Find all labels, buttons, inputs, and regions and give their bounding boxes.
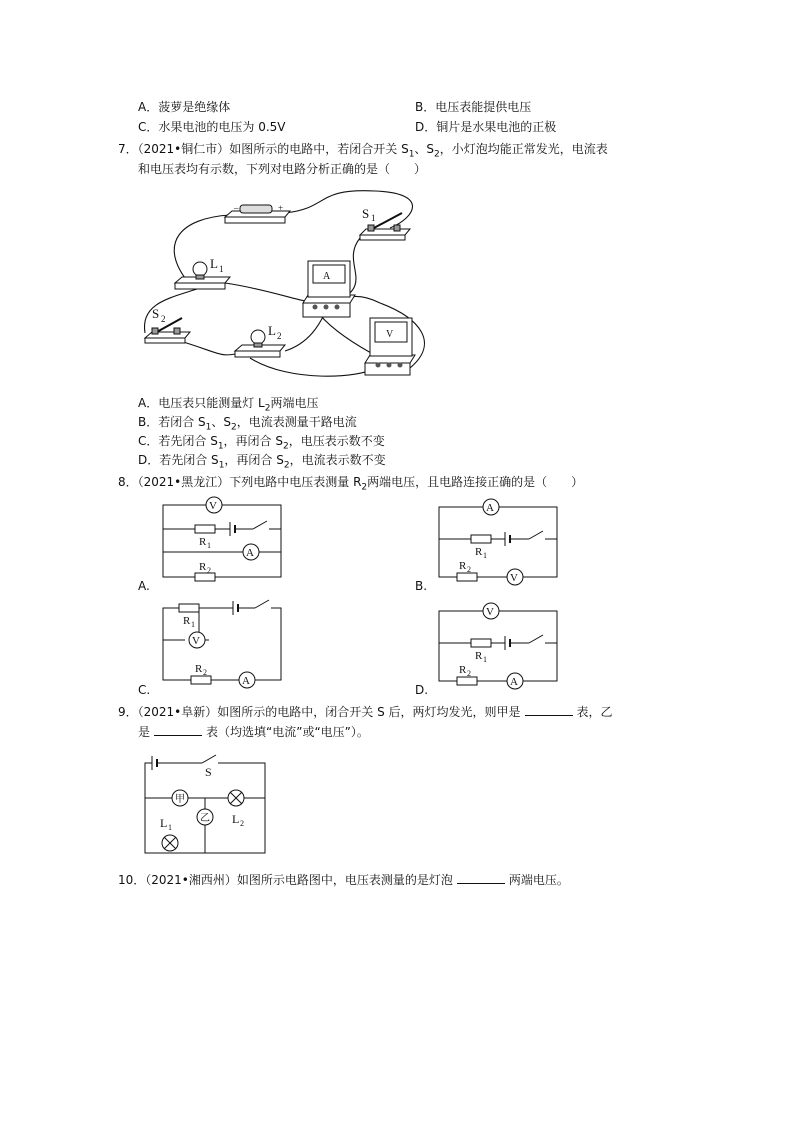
resistor-r1-icon — [179, 604, 199, 612]
q9-stem: 9．（2021•阜新）如图所示的电路中，闭合开关 S 后，两灯均发光，则甲是 表，乙 — [118, 705, 613, 719]
svg-text:1: 1 — [168, 823, 172, 832]
voltmeter-letter: V — [486, 606, 494, 618]
voltmeter-letter: V — [386, 329, 394, 340]
q8-circuit-c — [155, 598, 290, 690]
q8-option-a: A. — [138, 579, 150, 593]
switch-s1-sub: 1 — [371, 213, 376, 223]
resistor-r2-icon — [457, 677, 477, 685]
battery-icon — [225, 203, 290, 223]
resistor-r2-label: R — [459, 664, 467, 676]
q9-circuit-figure — [140, 755, 270, 855]
resistor-r2-icon — [457, 573, 477, 581]
voltmeter-icon — [365, 318, 415, 375]
q7-stem: 7．（2021•铜仁市）如图所示的电路中，若闭合开关 $S_1$、$S_2$，小灯泡均能正常发光，电流表 — [118, 142, 608, 160]
svg-text:1: 1 — [483, 551, 487, 560]
q6-option-b: B．电压表能提供电压 — [415, 100, 532, 114]
lamp-l2-icon — [228, 790, 244, 806]
q8-circuit-b — [433, 497, 568, 585]
lamp-l2-sub: 2 — [277, 331, 282, 341]
q7-option-d: D．若先闭合 $S_1$，再闭合 $S_2$，电流表示数不变 — [138, 453, 386, 471]
switch-s2-icon — [145, 306, 190, 343]
lamp-l1-icon — [162, 835, 178, 851]
svg-text:1: 1 — [207, 541, 211, 550]
q8-stem: 8．（2021•黑龙江）下列电路中电压表测量 $R_2$两端电压，且电路连接正确的是（ ） — [118, 475, 584, 493]
lamp-l2-label: L — [232, 812, 240, 826]
resistor-r1-icon — [195, 525, 215, 533]
resistor-r2-label: R — [199, 561, 207, 573]
svg-text:2: 2 — [467, 669, 471, 678]
q7-circuit-figure — [140, 183, 440, 383]
svg-text:2: 2 — [207, 566, 211, 575]
switch-s2-sub: 2 — [161, 314, 166, 324]
lamp-l2-icon — [235, 323, 285, 357]
q7-option-c: C．若先闭合 $S_1$，再闭合 $S_2$，电压表示数不变 — [138, 434, 385, 452]
voltmeter-letter: V — [510, 572, 518, 584]
svg-text:2: 2 — [240, 819, 244, 828]
lamp-l1-sub: 1 — [219, 264, 224, 274]
q8-circuit-d — [433, 601, 568, 691]
voltmeter-letter: V — [192, 635, 200, 647]
voltmeter-letter: V — [209, 500, 217, 512]
svg-text:1: 1 — [191, 620, 195, 629]
lamp-l1-label: L — [160, 816, 168, 830]
meter-jia-label: 甲 — [175, 794, 185, 805]
resistor-r1-label: R — [475, 546, 483, 558]
resistor-r2-icon — [191, 676, 211, 684]
svg-text:2: 2 — [203, 668, 207, 677]
switch-s1-icon — [360, 206, 410, 240]
q10-answer-blank[interactable] — [457, 872, 505, 884]
ammeter-letter: A — [323, 271, 331, 282]
resistor-r1-icon — [471, 639, 491, 647]
ammeter-letter: A — [242, 675, 250, 687]
q8-option-d: D. — [415, 683, 429, 697]
ammeter-icon — [303, 261, 355, 317]
battery-minus-label: – — [234, 203, 239, 213]
ammeter-letter: A — [486, 502, 494, 514]
q9-answer-blank-2[interactable] — [154, 724, 202, 736]
q6-option-d: D．铜片是水果电池的正极 — [415, 120, 557, 134]
resistor-r1-label: R — [183, 615, 191, 627]
battery-plus-label: + — [278, 203, 284, 213]
q7-stem-line2: 和电压表均有示数，下列对电路分析正确的是（ ） — [138, 162, 427, 176]
meter-yi-label: 乙 — [200, 813, 210, 824]
switch-s1-label: S — [362, 206, 370, 221]
ammeter-letter: A — [510, 676, 518, 688]
q7-option-a: A．电压表只能测量灯 $L_2$两端电压 — [138, 396, 319, 414]
q8-option-b: B. — [415, 579, 428, 593]
resistor-r1-label: R — [475, 650, 483, 662]
resistor-r2-label: R — [459, 560, 467, 572]
switch-s2-label: S — [152, 306, 160, 321]
ammeter-letter: A — [246, 547, 254, 559]
svg-text:1: 1 — [483, 655, 487, 664]
q7-option-b: B．若闭合 $S_1$、$S_2$，电流表测量干路电流 — [138, 415, 357, 433]
resistor-r2-icon — [195, 573, 215, 581]
lamp-l1-icon — [175, 256, 230, 289]
svg-text:2: 2 — [467, 565, 471, 574]
q6-option-c: C．水果电池的电压为 0.5V — [138, 120, 286, 134]
lamp-l2-label: L — [268, 323, 276, 338]
q8-circuit-a — [155, 495, 290, 585]
q9-answer-blank-1[interactable] — [525, 704, 573, 716]
resistor-r1-label: R — [199, 536, 207, 548]
q8-option-c: C. — [138, 683, 151, 697]
resistor-r2-label: R — [195, 663, 203, 675]
lamp-l1-label: L — [210, 256, 218, 271]
q9-stem-line2: 是 表（均选填“电流”或“电压”）。 — [138, 725, 369, 739]
q6-option-a: A．菠萝是绝缘体 — [138, 100, 231, 114]
switch-label: S — [205, 765, 212, 779]
resistor-r1-icon — [471, 535, 491, 543]
q10-stem: 10．（2021•湘西州）如图所示电路图中，电压表测量的是灯泡 两端电压。 — [118, 873, 569, 887]
